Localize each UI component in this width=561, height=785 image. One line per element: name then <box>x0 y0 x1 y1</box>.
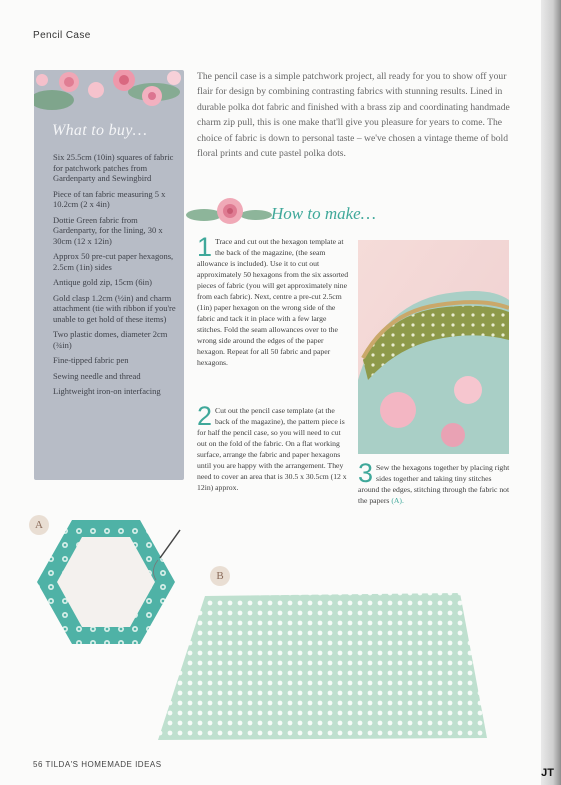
step-text: Cut out the pencil case template (at the back of the magazine), the pattern piece is for half the pencil case, so you will need to cut out on the fold of the fabric. On a flat working surface, arrange the fabric and paper hexagons until you are happy with the arrangement. They need to cover an area that is 30.5 x 30.5cm (12 x 12in) approx. <box>197 406 347 492</box>
needle-icon <box>160 530 180 558</box>
step-number: 3 <box>358 458 374 488</box>
step-3 <box>358 458 513 506</box>
step-number: 1 <box>197 232 213 262</box>
pencil-case-photo <box>358 240 509 454</box>
step-number: 2 <box>197 401 213 431</box>
what-to-buy-heading: What to buy… <box>52 122 148 139</box>
step-2 <box>197 401 349 493</box>
step-text: Sew the hexagons together by placing right sides together and taking tiny stitches around the edges, stitching through the fabric not the papers <box>358 463 510 505</box>
rose-garland-illustration <box>34 70 184 125</box>
zip-closeup-image <box>358 240 509 454</box>
step-text: Trace and cut out the hexagon template at the back of the magazine, (the seam allowance is included). Use it to cut out approximately 50 hexagons from the six assorted pieces of fabric (you will get approximately nine from each fabric). Next, centre a pre-cut 2.5cm (1in) paper hexagon on the wrong side of the fabric and tack it in place with a few large stitches. Fold the seam allowances over to the wrong side around the edges of the paper hexagon. Repeat for all 50 fabric and paper hexagons. <box>197 237 349 367</box>
shopping-list <box>53 152 179 402</box>
list-item: Antique gold zip, 15cm (6in) <box>53 277 152 287</box>
what-to-buy-box <box>34 70 184 480</box>
intro-paragraph: The pencil case is a simple patchwork project, all ready for you to show off your flair for design by combining contrasting fabrics with stunning results. Lined in durable polka dot fabric and finished with a brass zip and coordinating handmade charm zip pull, this is one make that'll give you pleasure for years to come. The choice of fabric is down to personal taste – we've chosen a vintage theme of bold floral prints and cute pastel polka dots. <box>197 71 510 160</box>
list-item: Sewing needle and thread <box>53 370 141 381</box>
how-to-make-heading: How to make… <box>271 204 376 223</box>
polka-dot-fabric-template <box>155 588 490 743</box>
step-1 <box>197 232 349 368</box>
list-item: Dottie Green fabric from Gardenparty, for the lining, 30 x 30cm (12 x 12in) <box>53 214 163 246</box>
list-item: Piece of tan fabric measuring 5 x 10.2cm (2 x 4in) <box>53 188 166 209</box>
list-item: Approx 50 pre-cut paper hexagons, 2.5cm (1in) sides <box>53 251 174 272</box>
figure-b-label: B <box>210 566 230 586</box>
figure-a-label: A <box>29 515 49 535</box>
figure-reference: (A). <box>391 496 404 505</box>
list-item: Six 25.5cm (10in) squares of fabric for patchwork patches from Gardenparty and Sewingbird <box>53 152 174 183</box>
list-item: Fine-tipped fabric pen <box>53 355 129 365</box>
watermark-text: JT <box>541 767 554 779</box>
list-item: Gold clasp 1.2cm (½in) and charm attachment (tie with ribbon if you're unable to get hold of these items) <box>53 292 176 324</box>
page-footer: 56 TILDA'S HOMEMADE IDEAS <box>33 760 162 769</box>
list-item: Lightweight iron-on interfacing <box>53 386 161 396</box>
page-binding-shadow <box>541 0 561 785</box>
section-title: Pencil Case <box>33 30 91 41</box>
list-item: Two plastic domes, diameter 2cm (¾in) <box>53 329 168 350</box>
